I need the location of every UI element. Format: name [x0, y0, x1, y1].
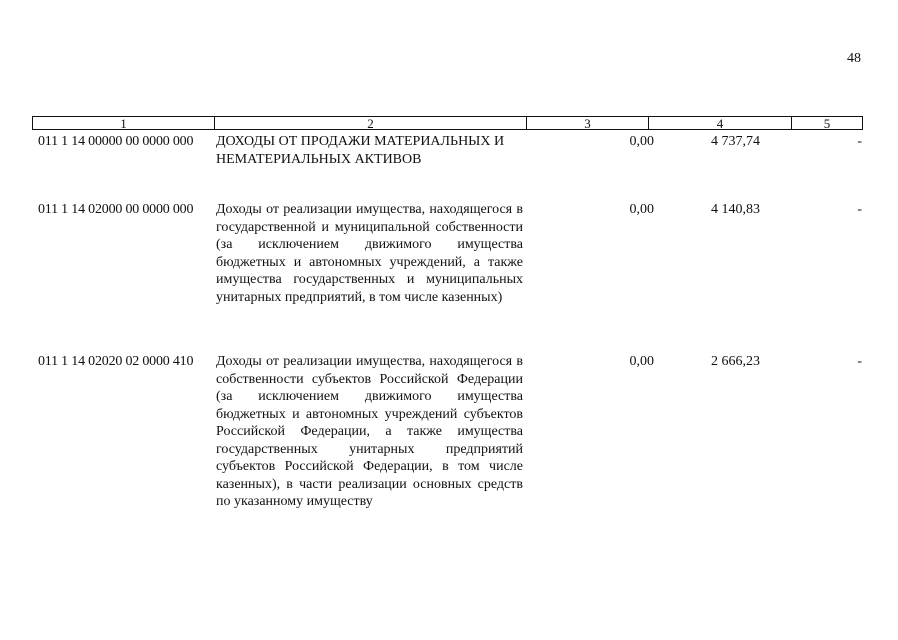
row-col-3: 0,00	[629, 354, 654, 369]
row-name: ДОХОДЫ ОТ ПРОДАЖИ МАТЕРИАЛЬНЫХ И НЕМАТЕРИАЛЬНЫХ АКТИВОВ	[216, 134, 505, 167]
header-col-1: 1	[33, 117, 215, 129]
row-code: 011 1 14 00000 00 0000 000	[38, 134, 194, 149]
table-header	[32, 116, 863, 130]
row-name: Доходы от реализации имущества, находящегося в собственности субъектов Российской Федерации (за исключением движимого имущества бюджетных и автономных учреждений субъектов Российской Федерации, а также имущества государственных унитарных предприятий субъектов Российской Федерации, в том числе казенных), в части реализации основных средств по указанному имуществу	[216, 354, 523, 509]
row-code: 011 1 14 02020 02 0000 410	[38, 354, 194, 369]
row-col-5: -	[857, 134, 862, 149]
header-col-2: 2	[215, 117, 527, 129]
page-number: 48	[847, 51, 861, 66]
row-col-4: 4 140,83	[711, 202, 760, 217]
row-col-5: -	[857, 202, 862, 217]
row-col-5: -	[857, 354, 862, 369]
row-code: 011 1 14 02000 00 0000 000	[38, 202, 194, 217]
header-col-3: 3	[527, 117, 649, 129]
row-col-3: 0,00	[629, 134, 654, 149]
header-col-4: 4	[649, 117, 792, 129]
row-col-3: 0,00	[629, 202, 654, 217]
header-col-5: 5	[823, 116, 831, 131]
row-name: Доходы от реализации имущества, находящегося в государственной и муниципальной собственности (за исключением движимого имущества бюджетных и автономных учреждений, а также имущества государственных и муниципальных унитарных предприятий, в том числе казенных)	[216, 202, 523, 305]
row-col-4: 2 666,23	[711, 354, 760, 369]
row-col-4: 4 737,74	[711, 134, 760, 149]
